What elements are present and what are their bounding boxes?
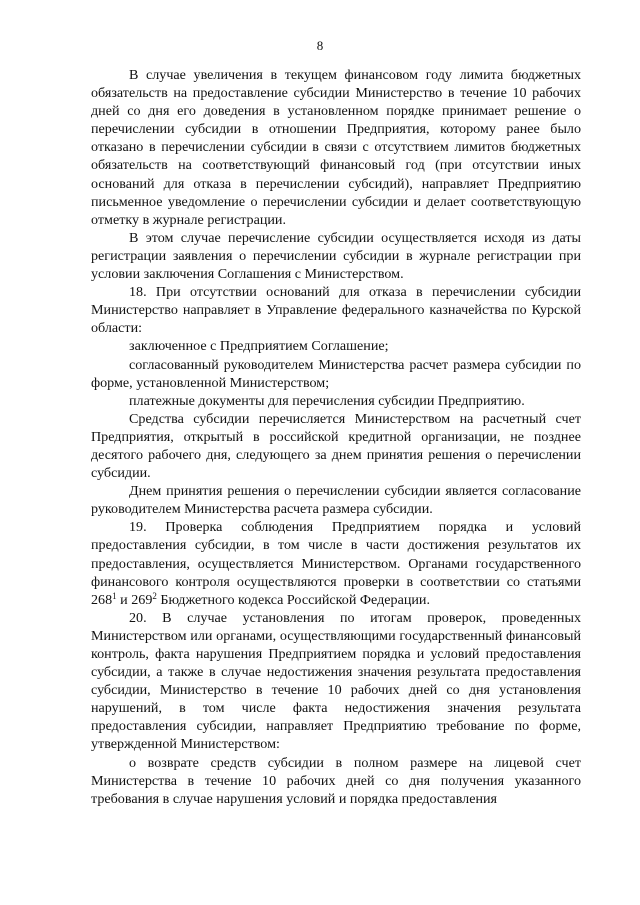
paragraph-decision-day: Днем принятия решения о перечислении субсидии является согласование руководителем Министерства расчета размера субсидии. bbox=[91, 483, 581, 518]
superscript-article-268: 1 bbox=[112, 590, 117, 601]
document-body bbox=[91, 66, 581, 808]
superscript-article-269: 2 bbox=[152, 590, 157, 601]
list-item-calculation: согласованный руководителем Министерства расчет размера субсидии по форме, установленной Министерством; bbox=[91, 356, 581, 391]
paragraph-funds-transfer: Средства субсидии перечисляется Министерством на расчетный счет Предприятия, открытый в российской кредитной организации, не позднее десятого рабочего дня, следующего за днем принятия решения о перечислении субсидии. bbox=[91, 410, 581, 482]
paragraph-limit-increase: В случае увеличения в текущем финансовом году лимита бюджетных обязательств на предоставление субсидии Министерство в течение 10 рабочих дней со дня его доведения в установленном порядке принимает решение о перечислении субсидии в отношении Предприятия, которому ранее было отказано в перечислении субсидии в связи с отсутствием лимитов бюджетных обязательств на соответствующий финансовый год (при отсутствии иных оснований для отказа в перечислении субсидий), направляет Предприятию письменное уведомление о перечислении субсидии и делает соответствующую отметку в журнале регистрации. bbox=[91, 67, 581, 228]
paragraph-19-part2: и 269 bbox=[116, 591, 153, 608]
page-number: 8 bbox=[316, 38, 324, 53]
list-item-agreement: заключенное с Предприятием Соглашение; bbox=[129, 338, 389, 355]
list-item-payment-documents: платежные документы для перечисления субсидии Предприятию. bbox=[129, 392, 525, 409]
paragraph-18: 18. При отсутствии оснований для отказа в перечислении субсидии Министерство направляет в Управление федерального казначейства по Курской области: bbox=[91, 284, 581, 337]
paragraph-20: 20. В случае установления по итогам проверок, проведенных Министерством или органами, осуществляющими государственный финансовый контроль, факта нарушения Предприятием порядка и условий предоставления субсидии, а также в случае недостижения значения результата предоставления субсидии, Министерство в течение 10 рабочих дней со дня установления нарушений, в том числе факта недостижения значения результата предоставления субсидии, направляет Предприятию требование по форме, утвержденной Министерством: bbox=[91, 609, 581, 753]
paragraph-19 bbox=[91, 518, 581, 608]
paragraph-transfer-order: В этом случае перечисление субсидии осуществляется исходя из даты регистрации заявления о перечислении субсидии в журнале регистрации при условии заключения Соглашения с Министерством. bbox=[91, 229, 581, 283]
list-item-refund: о возврате средств субсидии в полном размере на лицевой счет Министерства в течение 10 рабочих дней со дня получения указанного требования в случае нарушения условий и порядка предоставления bbox=[91, 754, 581, 807]
paragraph-19-part3: Бюджетного кодекса Российской Федерации. bbox=[156, 591, 430, 608]
paragraph-19-part1: 19. Проверка соблюдения Предприятием порядка и условий предоставления субсидии, в том числе в части достижения результатов их предоставления, осуществляется Министерством. Органами государственного финансового контроля осуществляются проверки в соответствии со статьями 268 bbox=[91, 519, 581, 608]
